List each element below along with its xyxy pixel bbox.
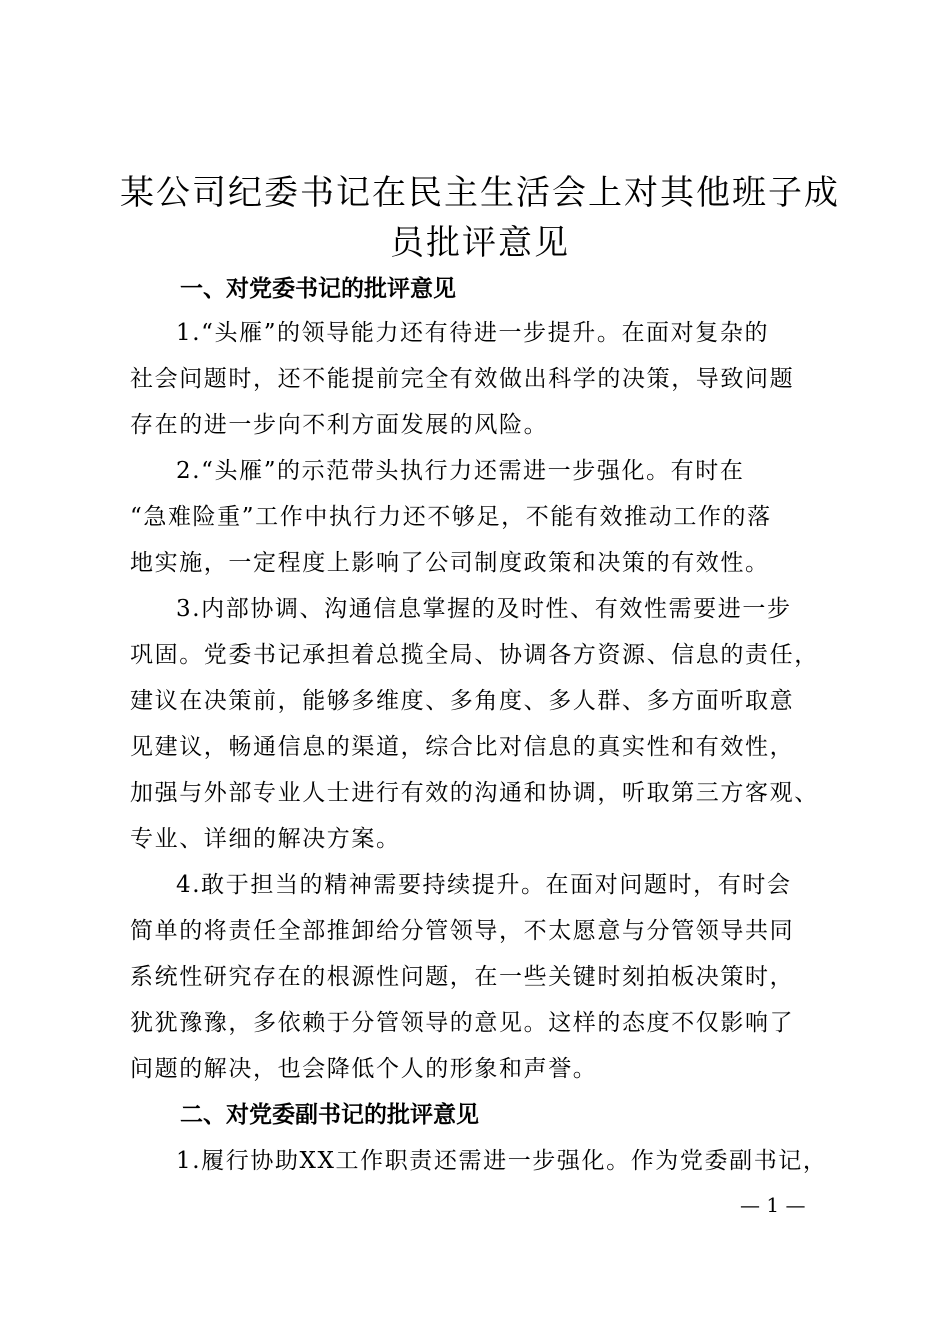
- s1-p1-line-2: 社会问题时，还不能提前完全有效做出科学的决策，导致问题: [130, 366, 795, 392]
- s1-p2-line-3: 地实施，一定程度上影响了公司制度政策和决策的有效性。: [130, 550, 770, 576]
- s1-p4-line-2: 简单的将责任全部推卸给分管领导，不太愿意与分管领导共同: [130, 918, 795, 944]
- page-number: — 1 —: [740, 1193, 806, 1217]
- s1-p4-line-4: 犹犹豫豫，多依赖于分管领导的意见。这样的态度不仅影响了: [130, 1010, 795, 1036]
- s2-p1-line-1: 1.履行协助XX工作职责还需进一步强化。作为党委副书记，: [176, 1148, 828, 1174]
- s1-p2-line-1: 2.“头雁”的示范带头执行力还需进一步强化。有时在: [176, 458, 745, 484]
- section-2-heading: 二、对党委副书记的批评意见: [180, 1102, 479, 1128]
- s1-p3-line-1: 3.内部协调、沟通信息掌握的及时性、有效性需要进一步: [176, 596, 792, 622]
- s1-p3-line-5: 加强与外部专业人士进行有效的沟通和协调，听取第三方客观、: [130, 780, 819, 806]
- s1-p3-line-2: 巩固。党委书记承担着总揽全局、协调各方资源、信息的责任，: [130, 642, 819, 668]
- section-1-heading: 一、对党委书记的批评意见: [180, 276, 456, 302]
- s1-p1-line-1: 1.“头雁”的领导能力还有待进一步提升。在面对复杂的: [176, 320, 770, 346]
- s1-p4-line-1: 4.敢于担当的精神需要持续提升。在面对问题时，有时会: [176, 872, 792, 898]
- s1-p3-line-6: 专业、详细的解决方案。: [130, 826, 401, 852]
- title-line-2: 员批评意见: [390, 223, 570, 263]
- s1-p2-line-2: “急难险重”工作中执行力还不够足，不能有效推动工作的落: [130, 504, 772, 530]
- title-line-1: 某公司纪委书记在民主生活会上对其他班子成: [120, 173, 840, 213]
- s1-p4-line-3: 系统性研究存在的根源性问题，在一些关键时刻拍板决策时，: [130, 964, 795, 990]
- s1-p4-line-5: 问题的解决，也会降低个人的形象和声誉。: [130, 1056, 598, 1082]
- s1-p3-line-4: 见建议，畅通信息的渠道，综合比对信息的真实性和有效性，: [130, 734, 795, 760]
- s1-p1-line-3: 存在的进一步向不利方面发展的风险。: [130, 412, 549, 438]
- s1-p3-line-3: 建议在决策前，能够多维度、多角度、多人群、多方面听取意: [130, 688, 795, 714]
- document-title: [120, 168, 840, 268]
